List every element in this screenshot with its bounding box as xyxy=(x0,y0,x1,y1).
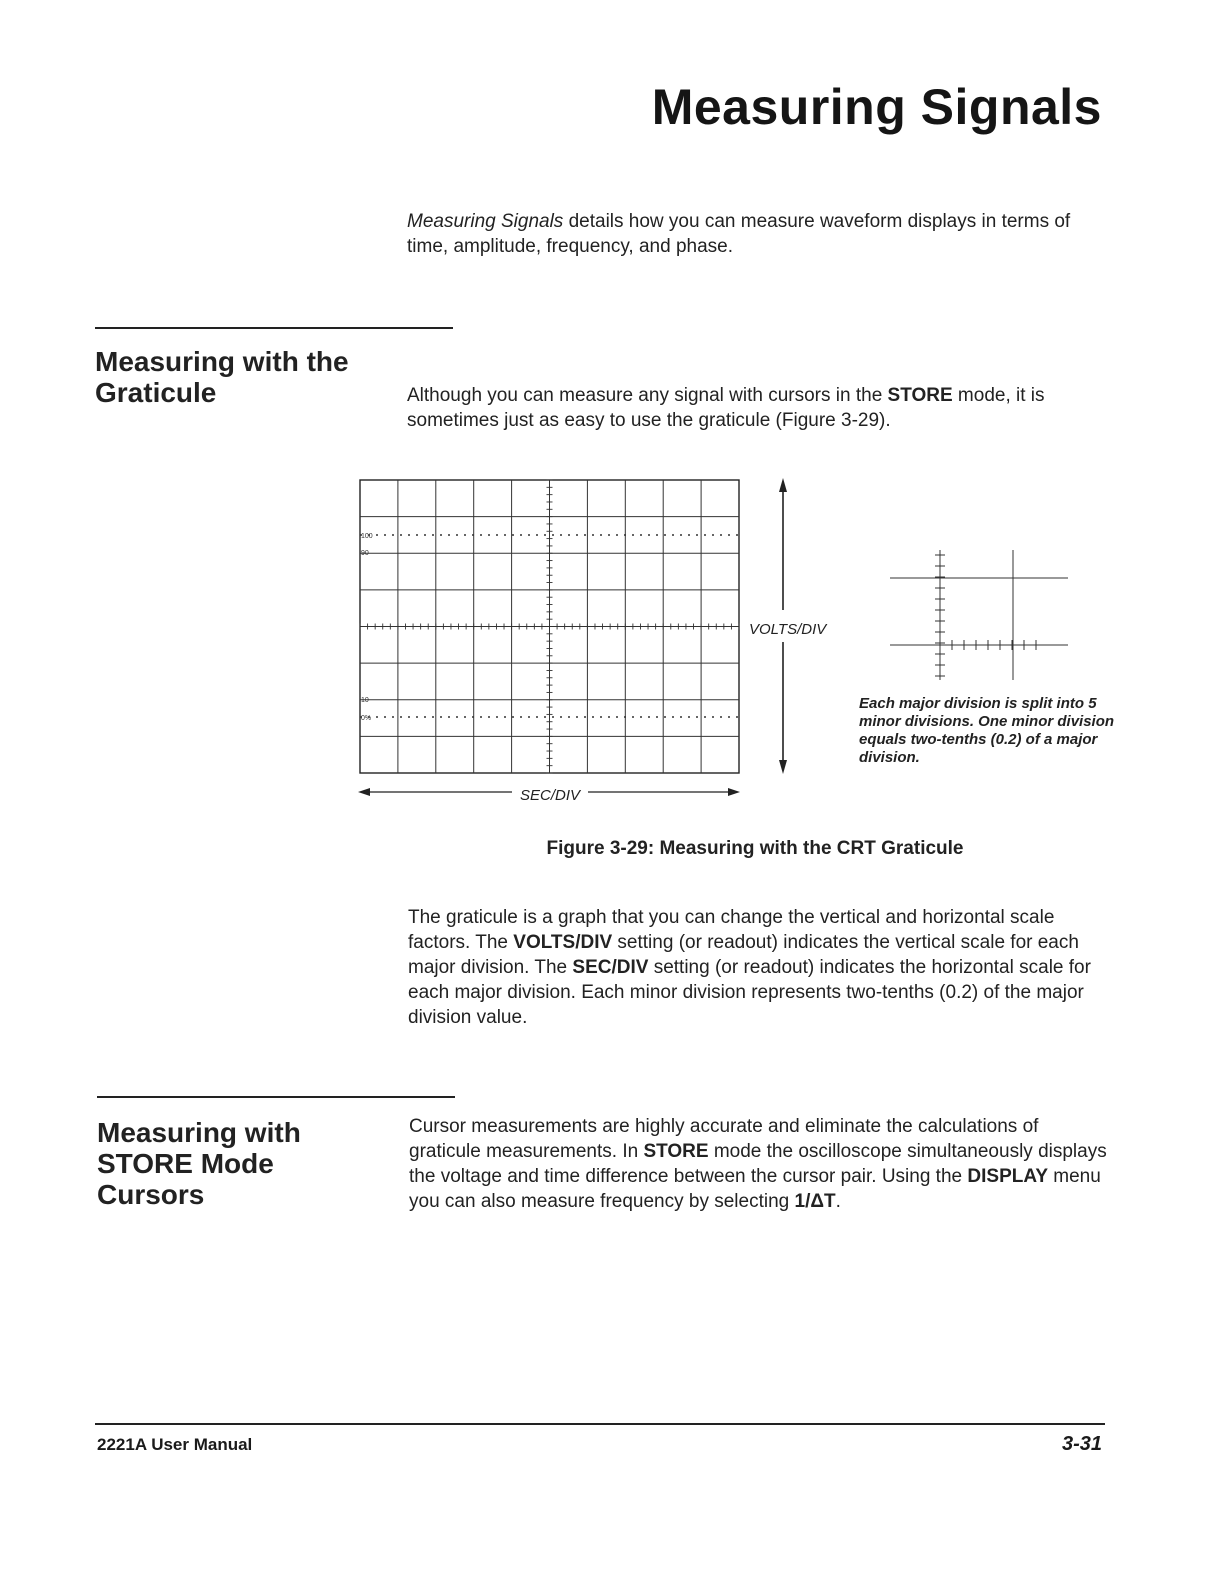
graticule-explanation-paragraph xyxy=(408,905,1108,1030)
text-run: menu you can also measure frequency by selecting xyxy=(409,1166,1101,1212)
text-run: The graticule is a graph that you can change the vertical and horizontal scale factors. The xyxy=(408,907,1055,953)
figure-caption: Figure 3-29: Measuring with the CRT Graticule xyxy=(546,838,964,859)
section-rule-cursors xyxy=(97,1096,455,1098)
label-10: 10 xyxy=(361,697,369,704)
volts-div-arrow xyxy=(740,470,860,790)
section-heading-cursors-line1: Measuring with xyxy=(97,1117,301,1148)
sec-div-keyword: SEC/DIV xyxy=(572,957,649,978)
page-title: Measuring Signals xyxy=(651,79,1102,135)
store-keyword: STORE xyxy=(643,1141,709,1162)
label-0: 0% xyxy=(361,715,372,722)
section-heading-cursors-line3: Cursors xyxy=(97,1179,205,1210)
sec-div-arrow-left-head xyxy=(358,788,370,796)
figure-note: Each major division is split into 5 minor divisions. One minor division equals two-tenths (0.2) of a major division. xyxy=(859,695,1115,766)
text-run: setting (or readout) indicates the horizontal scale for each major division. Each minor division represents two-tenths (0.2) of the major division value. xyxy=(408,957,1091,1028)
volts-div-label: VOLTS/DIV xyxy=(749,621,827,638)
one-over-delta-t-keyword: 1/ΔT xyxy=(794,1191,836,1212)
section-heading-graticule xyxy=(95,346,349,408)
text-run: Cursor measurements are highly accurate and eliminate the calculations of graticule measurements. In xyxy=(409,1116,1039,1162)
volts-div-arrow-down-head xyxy=(779,760,787,774)
text-run: . xyxy=(835,1191,841,1212)
crt-graticule xyxy=(360,480,739,773)
footer-page-number: 3-31 xyxy=(1061,1433,1102,1455)
section-heading-graticule-line1: Measuring with the xyxy=(95,346,349,377)
volts-div-keyword: VOLTS/DIV xyxy=(513,932,613,953)
intro-paragraph xyxy=(407,209,1107,259)
intro-italic-lead: Measuring Signals xyxy=(407,211,564,232)
display-keyword: DISPLAY xyxy=(967,1166,1048,1187)
sec-div-label: SEC/DIV xyxy=(519,787,581,804)
footer-manual-title: 2221A User Manual xyxy=(97,1435,253,1454)
text-run: mode the oscilloscope simultaneously displays the voltage and time difference between the cursor pair. Using the xyxy=(409,1141,1107,1187)
text-run: setting (or readout) indicates the vertical scale for each major division. The xyxy=(408,932,1079,978)
text-run: Although you can measure any signal with cursors in the xyxy=(407,385,888,406)
section-heading-cursors xyxy=(97,1117,301,1210)
intro-text: details how you can measure waveform displays in terms of time, amplitude, frequency, and phase. xyxy=(407,211,1071,257)
label-100: 100 xyxy=(361,533,373,540)
volts-div-arrow-up-head xyxy=(779,478,787,492)
section-rule-graticule xyxy=(95,327,453,329)
store-keyword: STORE xyxy=(887,385,953,406)
cursor-paragraph xyxy=(409,1114,1109,1214)
section-heading-cursors-line2: STORE Mode xyxy=(97,1148,274,1179)
graticule-figure xyxy=(350,470,740,810)
minor-division-detail xyxy=(880,545,1080,685)
text-run: mode, it is sometimes just as easy to use the graticule (Figure 3-29). xyxy=(407,385,1045,431)
minor-division-detail-lines xyxy=(890,550,1068,685)
label-90: 90 xyxy=(361,550,369,557)
graticule-intro-paragraph xyxy=(407,383,1107,433)
section-heading-graticule-line2: Graticule xyxy=(95,377,217,408)
footer-rule xyxy=(95,1423,1105,1425)
sec-div-arrow-right-head xyxy=(728,788,740,796)
